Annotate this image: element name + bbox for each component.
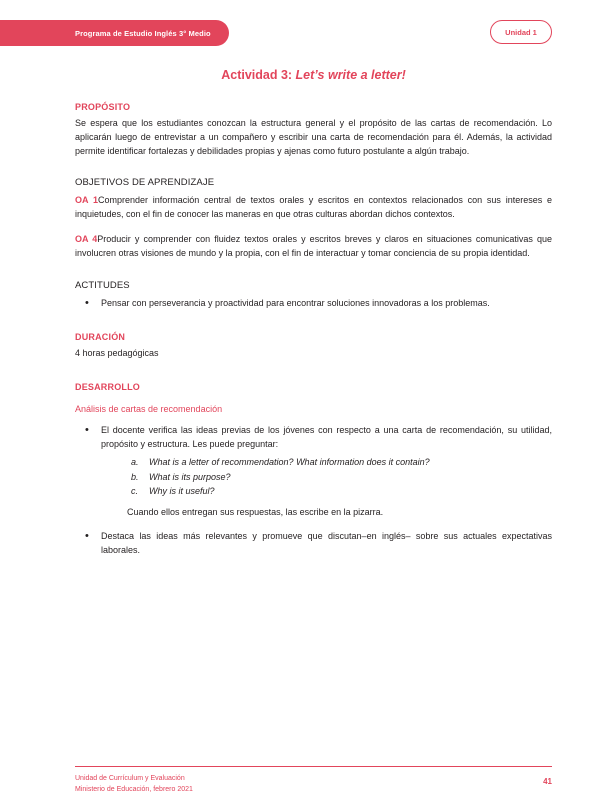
desarrollo-heading: DESARROLLO (75, 381, 140, 392)
objetivos-heading: OBJETIVOS DE APRENDIZAJE (75, 176, 215, 188)
proposito-heading: PROPÓSITO (75, 102, 131, 112)
actitudes-heading: ACTITUDES (75, 279, 130, 291)
footer-line-2: Ministerio de Educación, febrero 2021 (75, 785, 193, 793)
footer-org (75, 774, 193, 795)
oa1-code: OA 1 (75, 194, 98, 205)
oa4-block (75, 232, 552, 260)
duracion-text: 4 horas pedagógicas (75, 347, 159, 358)
bullet-1-text: El docente verifica las ideas previas de los jóvenes con respecto a una carta de recomendación, su utilidad, propósito y estructura. Les puede preguntar: (101, 424, 552, 450)
page-title-prefix: Actividad 3: (221, 68, 296, 82)
page-title (75, 68, 552, 82)
desarrollo-subheading: Análisis de cartas de recomendación (75, 403, 223, 414)
program-label: Programa de Estudio Inglés 3° Medio (0, 20, 229, 46)
list-item: What is a letter of recommendation? What information does it contain? (149, 457, 430, 468)
page-number: 41 (543, 777, 552, 786)
oa1-text: Comprender información central de textos orales y escritos en contextos relacionados con sus intereses e inquietudes, con el fin de conocer las maneras en que otras culturas abordan dichos contextos. (75, 194, 553, 219)
oa4-code: OA 4 (75, 234, 98, 245)
desarrollo-list (75, 423, 552, 557)
questions-list (101, 455, 552, 498)
oa4-text: Producir y comprender con fluidez textos orales y escritos breves y claros en situaciones comunicativas que involucren otras visiones de mundo y la propia, con el fin de interactuar y tomar conciencia de su propia identidad. (75, 234, 553, 259)
page-header (0, 20, 600, 46)
list-item: • Pensar con perseverancia y proactividad para encontrar soluciones innovadoras a los problemas. (93, 296, 552, 310)
list-item: • Destaca las ideas más relevantes y promueve que discutan–en inglés– sobre sus actuales expectativas laborales. (93, 529, 552, 557)
list-item: What is its purpose? (149, 471, 231, 482)
page-content (75, 68, 552, 557)
page-title-italic: Let’s write a letter! (295, 68, 406, 82)
oa1-block (75, 193, 552, 221)
after-questions-text: Cuando ellos entregan sus respuestas, las escribe en la pizarra. (127, 506, 384, 517)
footer-divider (75, 766, 552, 767)
unit-badge: Unidad 1 (490, 20, 552, 44)
list-item: Why is it useful? (149, 486, 215, 497)
actitudes-list (75, 296, 552, 310)
footer-line-1: Unidad de Currículum y Evaluación (75, 775, 185, 782)
list-item (93, 423, 552, 519)
proposito-text: Se espera que los estudiantes conozcan la estructura general y el propósito de las cartas de recomendación. Lo aplicarán luego de entrevistar a un compañero y escribir una carta de recomendación para él. Además, la actividad permite identificar fortalezas y debilidades propias y ajenas como futuro postulante a algún trabajo. (75, 118, 552, 157)
duracion-heading: DURACIÓN (75, 331, 126, 342)
